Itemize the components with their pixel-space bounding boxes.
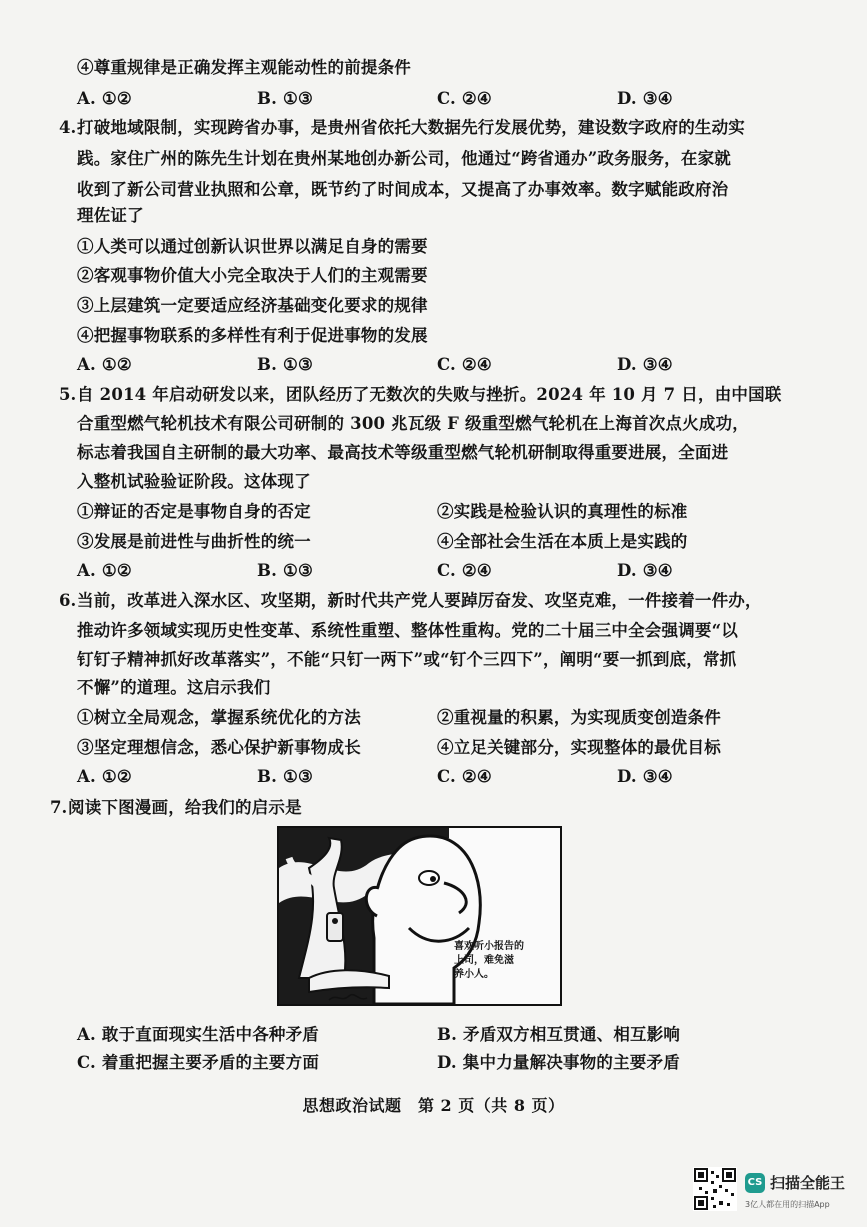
- q5-choice-d: D. ③④: [617, 561, 673, 580]
- q4-choice-a: A. ①②: [77, 355, 132, 374]
- q6-stem-line: 不懈”的道理。这启示我们: [77, 678, 271, 697]
- q5-stem-line: 自 2014 年启动研发以来，团队经历了无数次的失败与挫折。2024 年 10 月 7 日，由中国联: [77, 385, 782, 404]
- q5-option-3: ③发展是前进性与曲折性的统一: [77, 532, 311, 551]
- q6-option-4: ④立足关键部分，实现整体的最优目标: [437, 738, 721, 757]
- q4-choice-d: D. ③④: [617, 355, 673, 374]
- caption-line: 上司，难免滋: [454, 955, 514, 966]
- q3-choice-c: C. ②④: [437, 89, 492, 108]
- cartoon-caption: [454, 940, 524, 982]
- scanner-app-tagline: 3亿人都在用的扫描App: [745, 1200, 830, 1209]
- q3-option-4: ④尊重规律是正确发挥主观能动性的前提条件: [77, 58, 411, 77]
- q6-stem-line: 钉钉子精神抓好改革落实”，不能“只钉一两下”或“钉个三四下”，阐明“要一抓到底，常抓: [77, 650, 737, 669]
- q7-option-a: A. 敢于直面现实生活中各种矛盾: [77, 1025, 319, 1044]
- q4-choice-c: C. ②④: [437, 355, 492, 374]
- q6-option-3: ③坚定理想信念，悉心保护新事物成长: [77, 738, 361, 757]
- q4-stem-line: 理佐证了: [77, 206, 144, 225]
- q5-option-4: ④全部社会生活在本质上是实践的: [437, 532, 688, 551]
- q5-choice-b: B. ①③: [257, 561, 314, 580]
- q5-stem-line: 标志着我国自主研制的最大功率、最高技术等级重型燃气轮机研制取得重要进展，全面进: [77, 443, 729, 462]
- q5-choice-a: A. ①②: [77, 561, 132, 580]
- q4-option-4: ④把握事物联系的多样性有利于促进事物的发展: [77, 326, 428, 345]
- q6-choice-d: D. ③④: [617, 767, 673, 786]
- q7-option-d: D. 集中力量解决事物的主要矛盾: [437, 1053, 680, 1072]
- q7-stem: 阅读下图漫画，给我们的启示是: [68, 798, 302, 817]
- q4-stem-line: 践。家住广州的陈先生计划在贵州某地创办新公司，他通过“跨省通办”政务服务，在家就: [77, 149, 731, 168]
- q4-option-3: ③上层建筑一定要适应经济基础变化要求的规律: [77, 296, 428, 315]
- q5-option-2: ②实践是检验认识的真理性的标准: [437, 502, 688, 521]
- q3-choice-a: A. ①②: [77, 89, 132, 108]
- q4-option-2: ②客观事物价值大小完全取决于人们的主观需要: [77, 266, 428, 285]
- q7-option-c: C. 着重把握主要矛盾的主要方面: [77, 1053, 320, 1072]
- q5-stem-line: 合重型燃气轮机技术有限公司研制的 300 兆瓦级 F 级重型燃气轮机在上海首次点火成功，: [77, 414, 749, 433]
- q4-option-1: ①人类可以通过创新认识世界以满足自身的需要: [77, 237, 428, 256]
- scanner-app-name: 扫描全能王: [770, 1174, 846, 1192]
- q5-choice-c: C. ②④: [437, 561, 492, 580]
- q4-choice-b: B. ①③: [257, 355, 314, 374]
- q6-option-1: ①树立全局观念，掌握系统优化的方法: [77, 708, 361, 727]
- qr-code-icon: [693, 1167, 737, 1211]
- q4-stem-line: 收到了新公司营业执照和公章，既节约了时间成本，又提高了办事效率。数字赋能政府治: [77, 180, 729, 199]
- q4-stem-line: 打破地域限制，实现跨省办事，是贵州省依托大数据先行发展优势，建设数字政府的生动实: [77, 118, 745, 137]
- q5-option-1: ①辩证的否定是事物自身的否定: [77, 502, 311, 521]
- q6-choice-a: A. ①②: [77, 767, 132, 786]
- q3-choice-d: D. ③④: [617, 89, 673, 108]
- q6-number: 6.: [59, 591, 77, 610]
- caption-line: 养小人。: [454, 969, 494, 980]
- q6-stem-line: 推动许多领域实现历史性变革、系统性重塑、整体性重构。党的二十届三中全会强调要“以: [77, 621, 738, 640]
- q4-number: 4.: [59, 118, 77, 137]
- q3-choice-b: B. ①③: [257, 89, 314, 108]
- caption-line: 喜欢听小报告的: [454, 941, 524, 952]
- q6-choice-b: B. ①③: [257, 767, 314, 786]
- q6-choice-c: C. ②④: [437, 767, 492, 786]
- q7-option-b: B. 矛盾双方相互贯通、相互影响: [437, 1025, 681, 1044]
- q5-number: 5.: [59, 385, 77, 404]
- page-footer: 思想政治试题 第 2 页（共 8 页）: [302, 1096, 565, 1115]
- q5-stem-line: 入整机试验验证阶段。这体现了: [77, 472, 311, 491]
- q7-number: 7.: [50, 798, 68, 817]
- q6-option-2: ②重视量的积累，为实现质变创造条件: [437, 708, 721, 727]
- camscanner-logo-icon: CS: [745, 1173, 765, 1193]
- q6-stem-line: 当前，改革进入深水区、攻坚期，新时代共产党人要踔厉奋发、攻坚克难，一件接着一件办，: [77, 591, 762, 610]
